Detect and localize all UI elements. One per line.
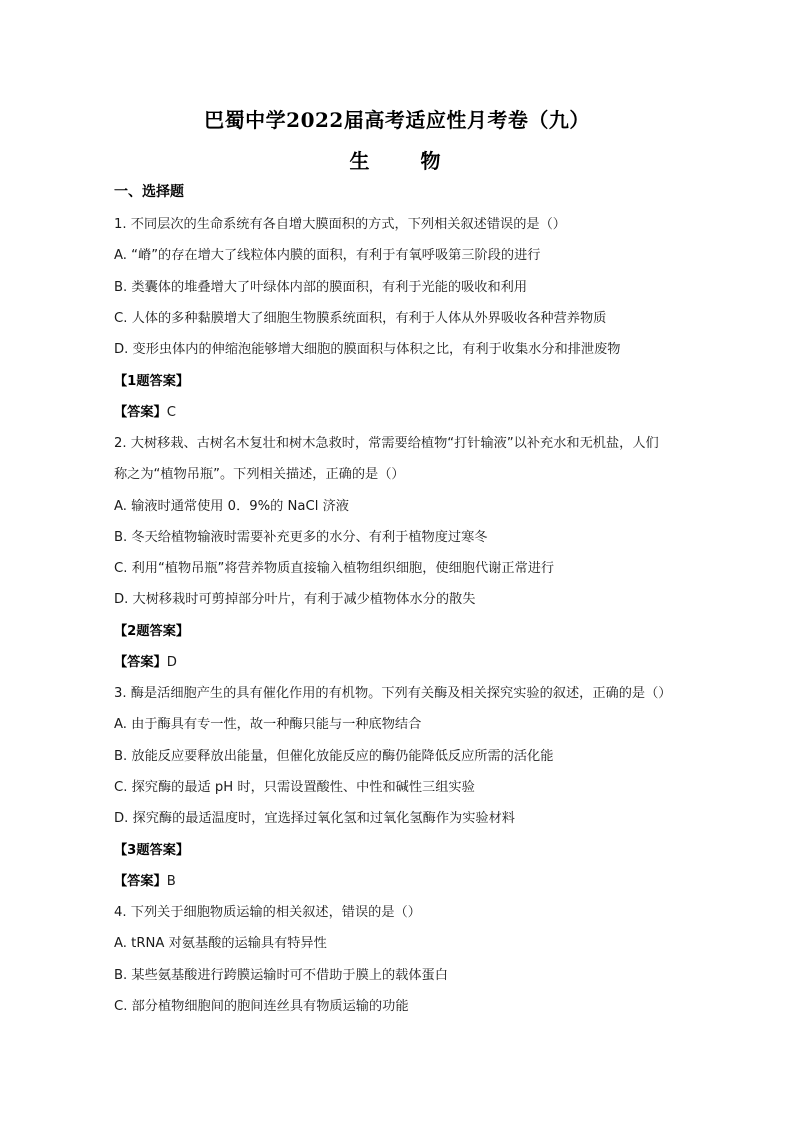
- question-2-option-b: B. 冬天给植物输液时需要补充更多的水分、有利于植物度过寒冬: [114, 530, 488, 545]
- question-2-option-a: A. 输液时通常使用 0．9%的 NaCl 济液: [114, 499, 349, 514]
- question-4-option-b: B. 某些氨基酸进行跨膜运输时可不借助于膜上的载体蛋白: [114, 968, 448, 983]
- question-3-option-b: B. 放能反应要释放出能量，但催化放能反应的酶仍能降低反应所需的活化能: [114, 749, 554, 764]
- document-title: 巴蜀中学2022届高考适应性月考卷（九）: [204, 108, 590, 132]
- question-1-option-c: C. 人体的多种黏膜增大了细胞生物膜系统面积，有利于人体从外界吸收各种营养物质: [114, 311, 607, 326]
- question-2-stem-line-2: 称之为“植物吊瓶”。下列相关描述，正确的是（）: [114, 467, 405, 482]
- question-2-answer: [114, 653, 177, 673]
- question-2-answer-header: 【2题答案】: [114, 624, 190, 639]
- question-2-stem-line-1: 2. 大树移栽、古树名木复壮和树木急救时，常需要给植物“打针输液”以补充水和无机盐，人们: [114, 436, 659, 451]
- question-1-answer-header: 【1题答案】: [114, 374, 190, 389]
- question-1-option-b: B. 类囊体的堆叠增大了叶绿体内部的膜面积，有利于光能的吸收和利用: [114, 280, 528, 295]
- question-3-stem: 3. 酶是活细胞产生的具有催化作用的有机物。下列有关酶及相关探究实验的叙述，正确的是（）: [114, 686, 672, 701]
- question-1-option-a: A. “嵴”的存在增大了线粒体内膜的面积，有利于有氧呼吸第三阶段的进行: [114, 248, 541, 263]
- question-2-option-d: D. 大树移栽时可剪掉部分叶片，有利于减少植物体水分的散失: [114, 592, 476, 607]
- subject-title: 生 物: [349, 149, 463, 173]
- question-3-answer-header: 【3题答案】: [114, 843, 190, 858]
- section-heading: 一、选择题: [114, 184, 184, 200]
- answer-value: C: [166, 405, 176, 420]
- answer-label: 【答案】: [114, 405, 167, 420]
- question-1-option-d: D. 变形虫体内的伸缩泡能够增大细胞的膜面积与体积之比，有利于收集水分和排泄废物: [114, 342, 621, 357]
- question-1-stem: 1. 不同层次的生命系统有各自增大膜面积的方式，下列相关叙述错误的是（）: [114, 217, 566, 232]
- question-3-option-a: A. 由于酶具有专一性，故一种酶只能与一种底物结合: [114, 717, 422, 732]
- answer-value: D: [166, 655, 177, 670]
- question-2-option-c: C. 利用“植物吊瓶”将营养物质直接输入植物组织细胞，使细胞代谢正常进行: [114, 561, 555, 576]
- question-1-answer: [114, 403, 176, 423]
- question-3-answer: [114, 872, 176, 892]
- question-4-option-a: A. tRNA 对氨基酸的运输具有特异性: [114, 936, 327, 951]
- question-3-option-c: C. 探究酶的最适 pH 时，只需设置酸性、中性和碱性三组实验: [114, 780, 475, 795]
- answer-label: 【答案】: [114, 655, 167, 670]
- question-4-option-c: C. 部分植物细胞间的胞间连丝具有物质运输的功能: [114, 999, 409, 1014]
- question-4-stem: 4. 下列关于细胞物质运输的相关叙述，错误的是（）: [114, 905, 421, 920]
- question-3-option-d: D. 探究酶的最适温度时，宜选择过氧化氢和过氧化氢酶作为实验材料: [114, 811, 515, 826]
- answer-value: B: [166, 874, 176, 889]
- answer-label: 【答案】: [114, 874, 167, 889]
